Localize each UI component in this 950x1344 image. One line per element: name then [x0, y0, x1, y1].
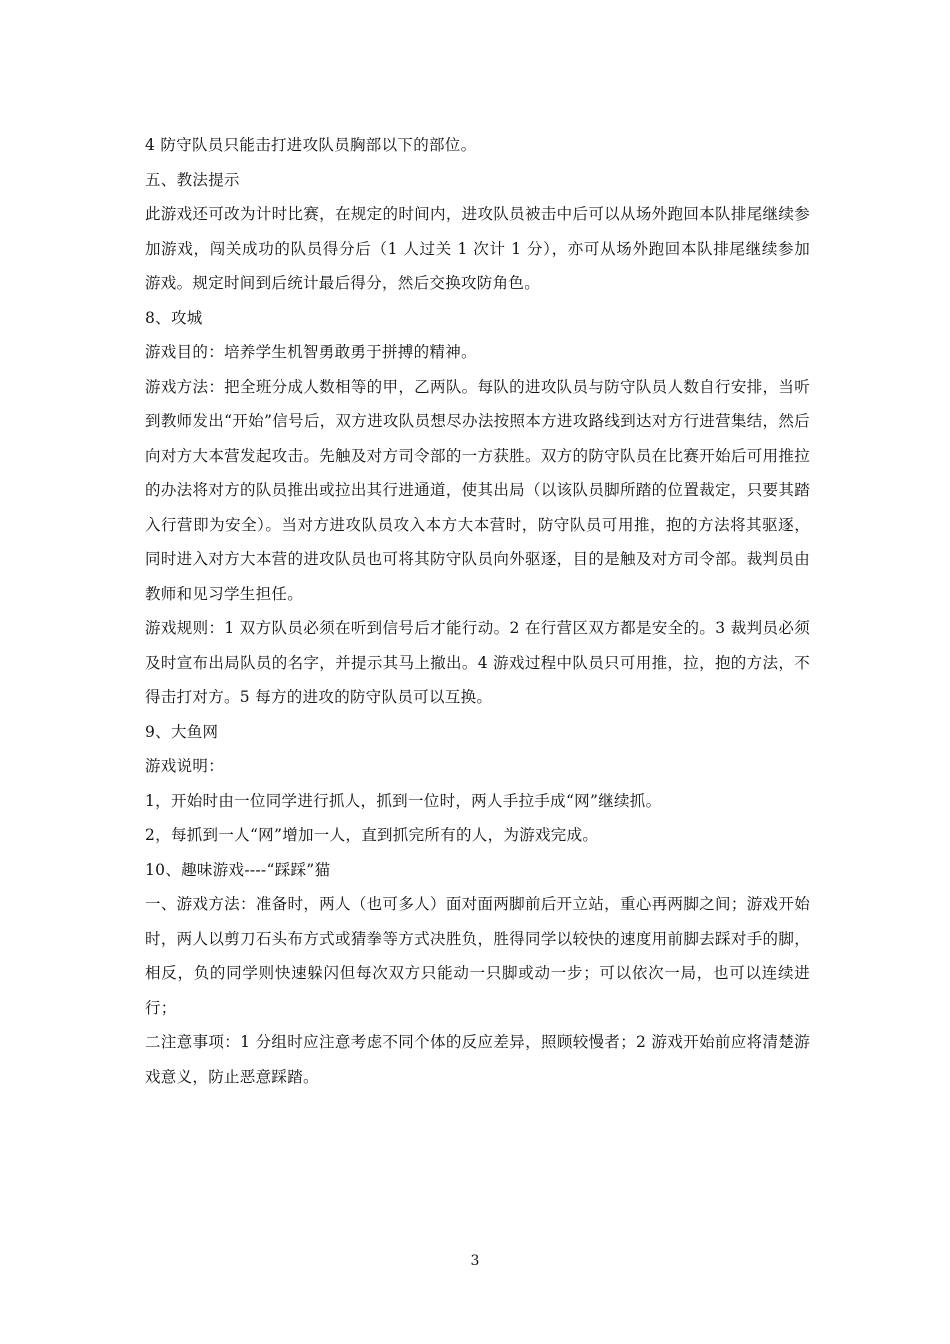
heading-teaching-tips: 五、教法提示 [145, 170, 240, 189]
paragraph-game-9-step-1: 1，开始时由一位同学进行抓人，抓到一位时，两人手拉手成“网”继续抓。 [145, 791, 662, 810]
paragraph-teaching-tips: 此游戏还可改为计时比赛，在规定的时间内，进攻队员被击中后可以从场外跑回本队排尾继续参加游戏，闯关成功的队员得分后（1 人过关 1 次计 1 分），亦可从场外跑回本队排尾继续参加游戏。规定时间到后统计最后得分，然后交换攻防角色。 [145, 205, 810, 292]
paragraph-rule-4: 4 防守队员只能击打进攻队员胸部以下的部位。 [145, 136, 477, 154]
document-body [145, 128, 810, 1094]
page-number: 3 [470, 1253, 480, 1269]
paragraph-game-9-label: 游戏说明： [145, 757, 225, 775]
paragraph-game-10-method: 一、游戏方法：准备时，两人（也可多人）面对面两脚前后开立站，重心再两脚之间；游戏开始时，两人以剪刀石头布方式或猜拳等方式决胜负，胜得同学以较快的速度用前脚去踩对手的脚，相反，负的同学则快速躲闪但每次双方只能动一只脚或动一步；可以依次一局，也可以连续进行； [145, 895, 810, 1017]
paragraph-game-9-step-2: 2，每抓到一人“网”增加一人，直到抓完所有的人，为游戏完成。 [145, 826, 599, 844]
heading-game-8: 8、攻城 [145, 308, 203, 327]
paragraph-game-8-purpose: 游戏目的：培养学生机智勇敢勇于拼搏的精神。 [145, 343, 477, 361]
paragraph-game-8-method: 游戏方法：把全班分成人数相等的甲，乙两队。每队的进攻队员与防守队员人数自行安排，当听到教师发出“开始”信号后，双方进攻队员想尽办法按照本方进攻路线到达对方行进营集结，然后向对方大本营发起攻击。先触及对方司令部的一方获胜。双方的防守队员在比赛开始后可用推拉的办法将对方的队员推出或拉出其行进通道，使其出局（以该队员脚所踏的位置裁定，只要其踏入行营即为安全）。当对方进攻队员攻入本方大本营时，防守队员可用推，抱的方法将其驱逐，同时进入对方大本营的进攻队员也可将其防守队员向外驱逐，目的是触及对方司令部。裁判员由教师和见习学生担任。 [145, 377, 810, 603]
heading-game-10: 10、趣味游戏----“踩踩”猫 [145, 860, 331, 879]
heading-game-9: 9、大鱼网 [145, 722, 219, 741]
paragraph-game-8-rules: 游戏规则：1 双方队员必须在听到信号后才能行动。2 在行营区双方都是安全的。3 裁判员必须及时宣布出局队员的名字，并提示其马上撤出。4 游戏过程中队员只可用推，拉，抱的方法，不得击打对方。5 每方的进攻的防守队员可以互换。 [145, 619, 810, 706]
paragraph-game-10-notes: 二注意事项：1 分组时应注意考虑不同个体的反应差异，照顾较慢者；2 游戏开始前应将清楚游戏意义，防止恶意踩踏。 [145, 1033, 810, 1086]
